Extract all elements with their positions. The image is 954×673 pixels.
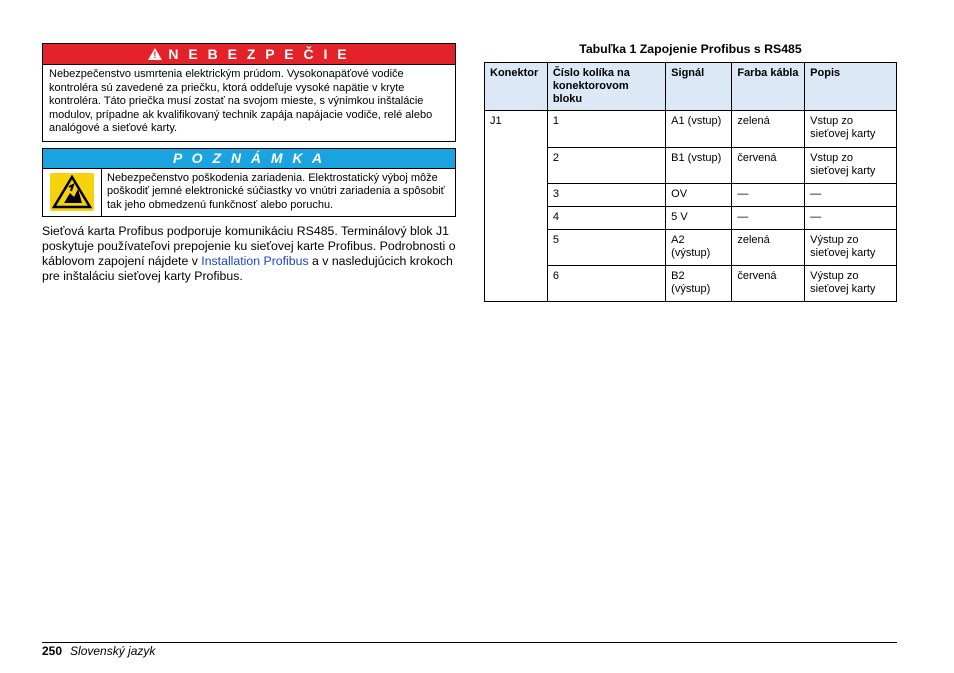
signal-cell: OV bbox=[666, 184, 732, 207]
footer-language: Slovenský jazyk bbox=[70, 644, 156, 658]
danger-header bbox=[43, 44, 455, 65]
connector-cell: J1 bbox=[485, 111, 548, 302]
installation-profibus-link[interactable]: Installation Profibus bbox=[201, 254, 309, 268]
signal-cell: A2 (výstup) bbox=[666, 230, 732, 266]
profibus-table bbox=[484, 62, 897, 302]
header-desc: Popis bbox=[805, 63, 897, 111]
signal-cell: B2 (výstup) bbox=[666, 266, 732, 302]
header-signal: Signál bbox=[666, 63, 732, 111]
signal-cell: 5 V bbox=[666, 207, 732, 230]
body-paragraph bbox=[42, 224, 456, 284]
left-column bbox=[42, 43, 456, 284]
signal-cell: A1 (vstup) bbox=[666, 111, 732, 148]
danger-text: Nebezpečenstvo usmrtenia elektrickým prúdom. Vysokonapäťové vodiče kontroléra sú zavedené za priečku, ktorá oddeľuje vysoké napätie v kryte kontroléra. Táto priečka musí zostať na svojom mieste, s výnimkou inštalácie modulov, prípadne ak kvalifikovaný technik zapája napájacie vodiče, relé alebo analógové a sieťové karty. bbox=[49, 68, 433, 134]
pin-cell: 6 bbox=[547, 266, 665, 302]
footer-divider bbox=[42, 642, 897, 643]
table-caption: Tabuľka 1 Zapojenie Profibus s RS485 bbox=[579, 42, 802, 56]
header-color: Farba kábla bbox=[732, 63, 805, 111]
danger-title: N E B E Z P E Č I E bbox=[168, 46, 350, 62]
desc-cell: — bbox=[805, 207, 897, 230]
color-cell: — bbox=[732, 184, 805, 207]
desc-cell: Výstup zo sieťovej karty bbox=[805, 230, 897, 266]
pin-cell: 5 bbox=[547, 230, 665, 266]
table-row bbox=[485, 111, 897, 148]
desc-cell: Výstup zo sieťovej karty bbox=[805, 266, 897, 302]
header-konektor: Konektor bbox=[485, 63, 548, 111]
right-column bbox=[484, 42, 897, 302]
color-cell: červená bbox=[732, 266, 805, 302]
warning-triangle-icon: ! bbox=[148, 48, 162, 60]
color-cell: zelená bbox=[732, 111, 805, 148]
desc-cell: Vstup zo sieťovej karty bbox=[805, 148, 897, 184]
note-header: P O Z N Á M K A bbox=[43, 149, 455, 169]
paragraph-text-end: a v nasledujúcich krokoch pre inštaláciu sieťovej karty Profibus. bbox=[42, 254, 453, 283]
paragraph-text: Sieťová karta Profibus podporuje komunikáciu RS485. Terminálový blok J1 poskytuje používateľovi prepojenie ku sieťovej karte Profibus. Podrobnosti o káblovom zapojení nájdete v bbox=[42, 224, 456, 268]
note-text: Nebezpečenstvo poškodenia zariadenia. Elektrostatický výboj môže poškodiť jemné elektronické súčiastky vo vnútri zariadenia a spôsobiť tak jeho obmedzenú funkčnosť alebo poruchu. bbox=[107, 171, 445, 211]
pin-cell: 2 bbox=[547, 148, 665, 184]
desc-cell: Vstup zo sieťovej karty bbox=[805, 111, 897, 148]
pin-cell: 4 bbox=[547, 207, 665, 230]
page-number: 250 bbox=[42, 644, 63, 658]
signal-cell: B1 (vstup) bbox=[666, 148, 732, 184]
pin-cell: 3 bbox=[547, 184, 665, 207]
header-pin: Číslo kolíka na konektorovom bloku bbox=[547, 63, 665, 111]
color-cell: zelená bbox=[732, 230, 805, 266]
pin-cell: 1 bbox=[547, 111, 665, 148]
esd-warning-icon bbox=[50, 173, 94, 211]
note-box bbox=[42, 148, 456, 218]
color-cell: červená bbox=[732, 148, 805, 184]
danger-box bbox=[42, 43, 456, 142]
color-cell: — bbox=[732, 207, 805, 230]
desc-cell: — bbox=[805, 184, 897, 207]
footer bbox=[42, 644, 155, 658]
